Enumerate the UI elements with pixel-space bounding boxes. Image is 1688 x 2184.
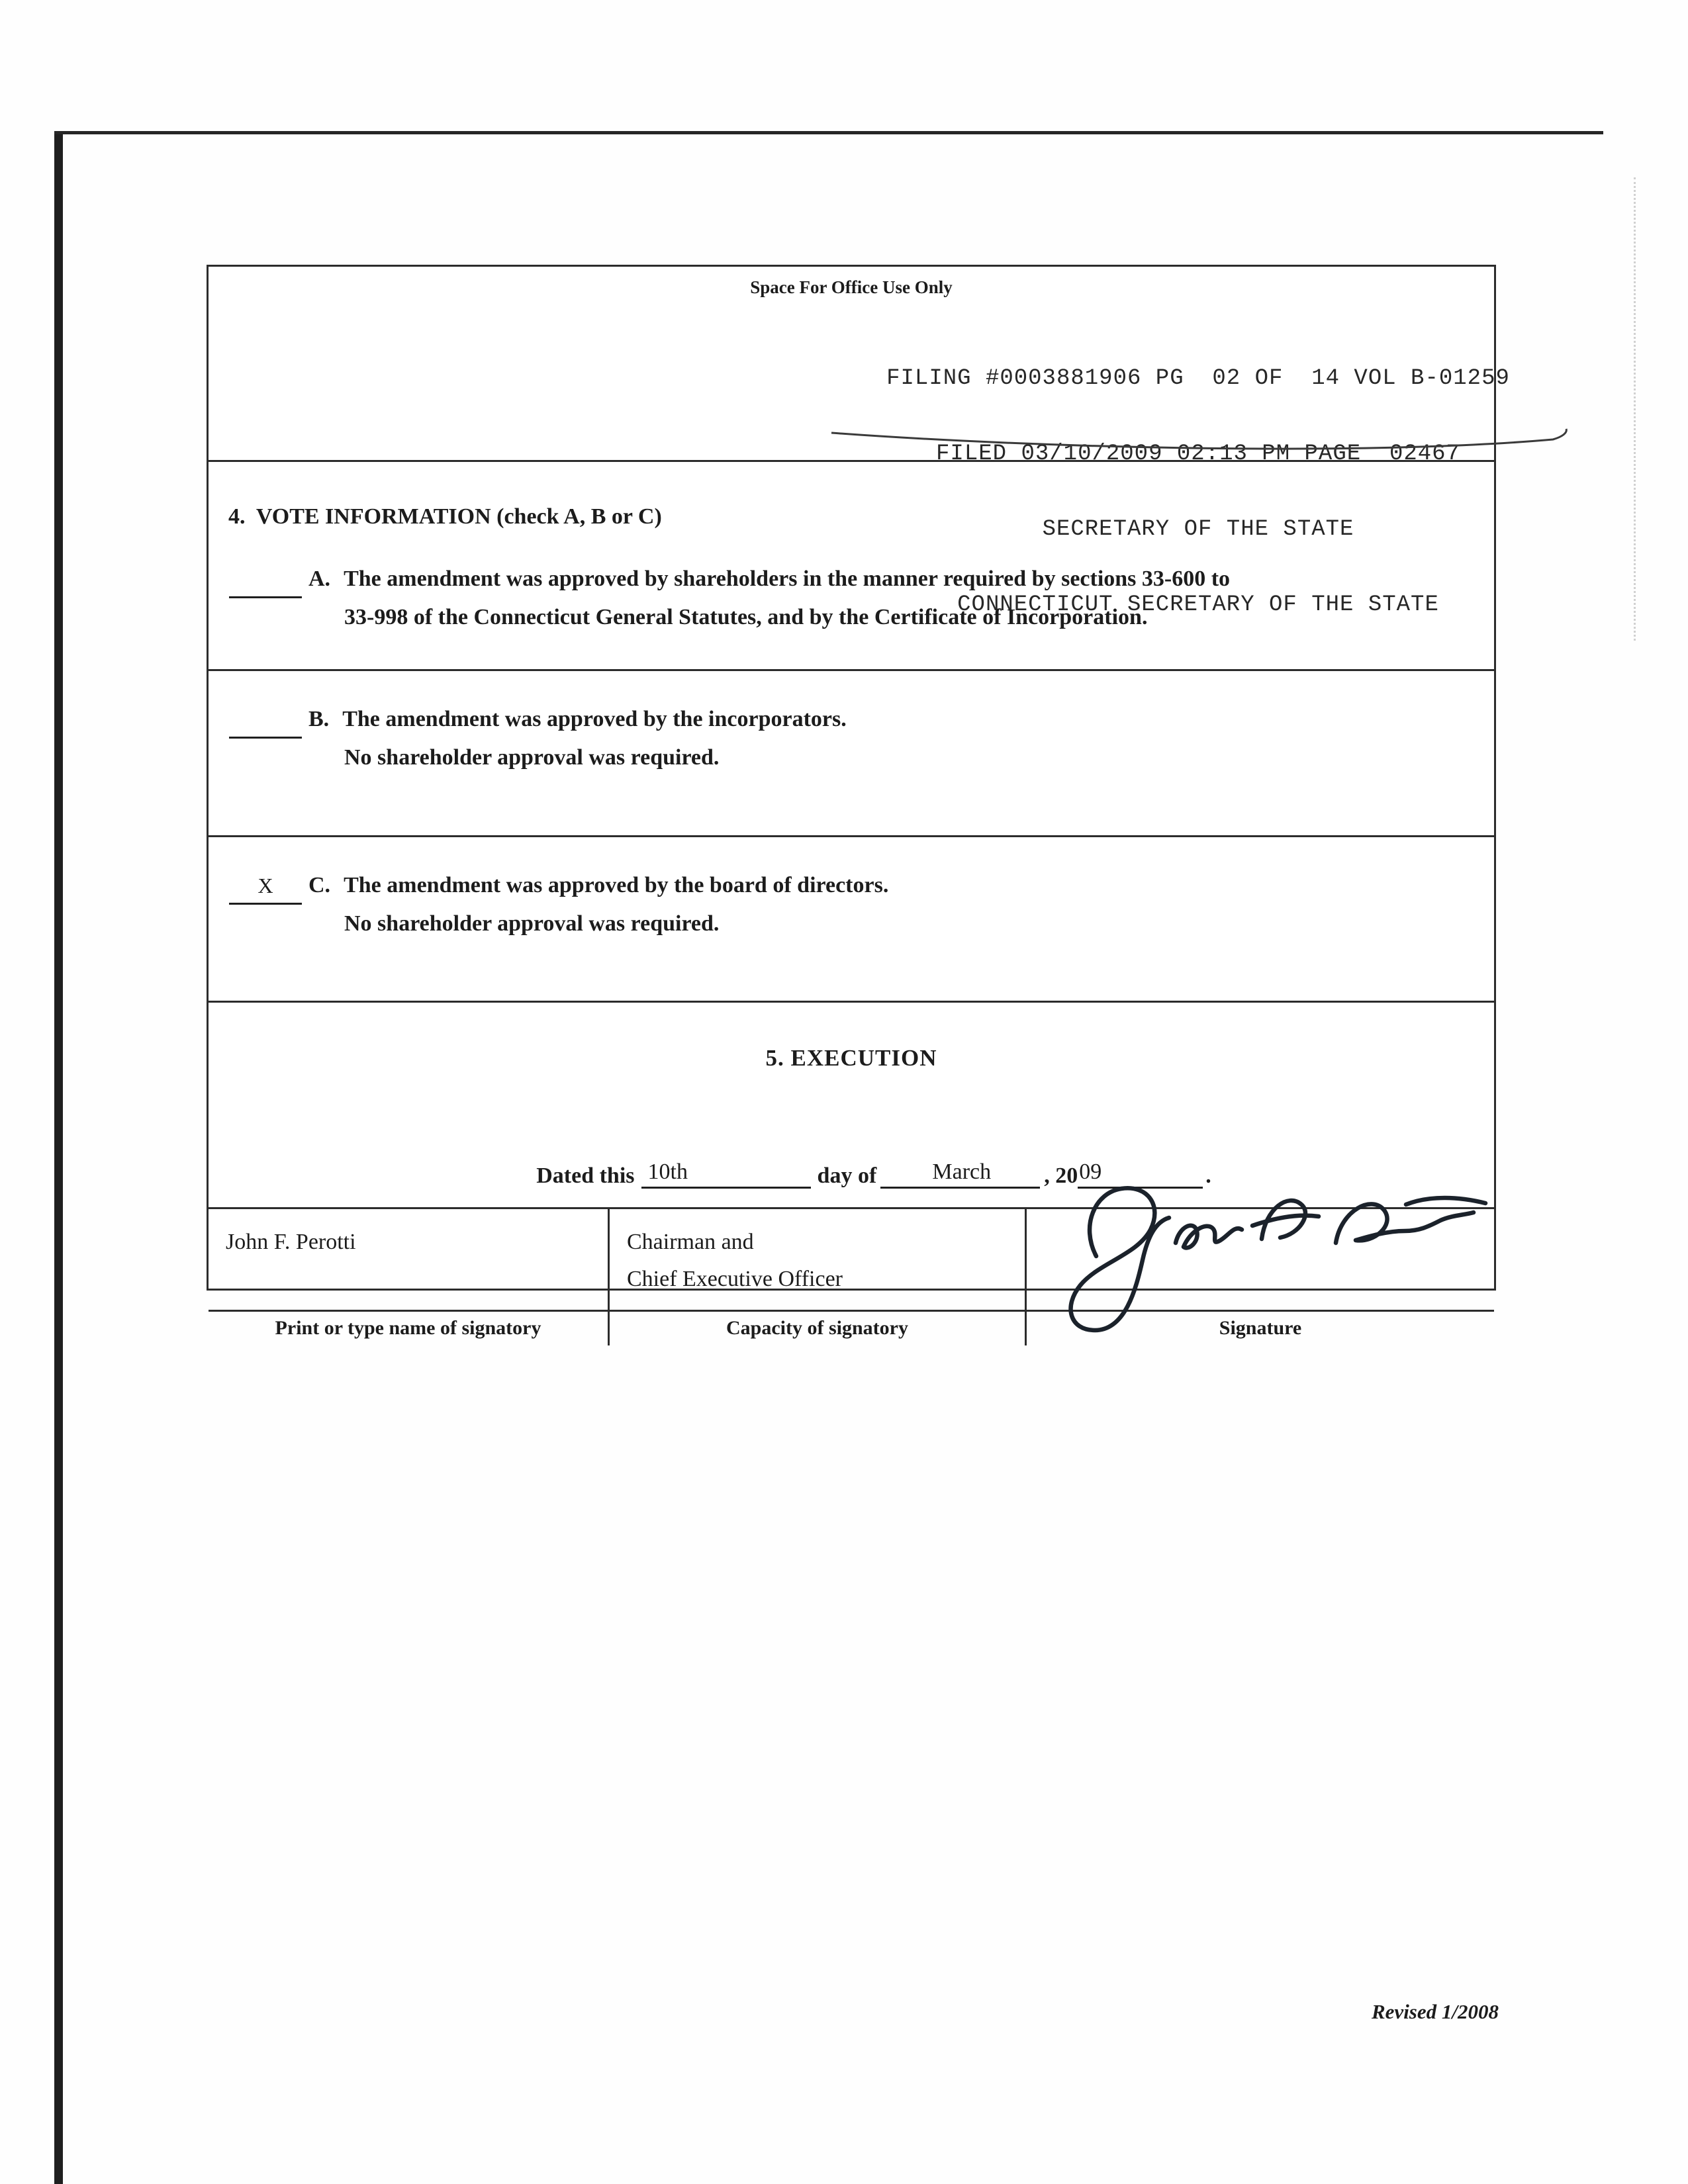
vote-option-c	[209, 866, 1494, 1003]
name-label: Print or type name of signatory	[209, 1310, 610, 1345]
signatory-name: John F. Perotti	[226, 1230, 356, 1254]
office-use-header: Space For Office Use Only	[750, 277, 953, 297]
stamp-line-filed: FILED 03/10/2009 02:13 PM PAGE 02467	[936, 441, 1460, 467]
scan-edge-top	[54, 131, 1603, 134]
month-field: March	[880, 1158, 1040, 1189]
dated-middle: day of	[817, 1163, 877, 1188]
vote-option-c-line1	[229, 866, 1494, 905]
stamp-line-connecticut: CONNECTICUT SECRETARY OF THE STATE	[957, 592, 1439, 617]
year-prefix: , 20	[1044, 1163, 1078, 1188]
vote-option-b	[209, 700, 1494, 837]
option-c-letter: C.	[308, 873, 331, 897]
vote-option-a-line2: 33-998 of the Connecticut General Statutes, and by the Certificate of Incorporation.	[344, 605, 1148, 629]
year-field: 09	[1078, 1158, 1129, 1189]
option-b-checkline	[229, 710, 302, 739]
dated-suffix: .	[1205, 1163, 1211, 1188]
option-b-letter: B.	[308, 707, 330, 731]
execution-title: 5. EXECUTION	[765, 1045, 937, 1071]
option-b-text: The amendment was approved by the incorporators.	[342, 707, 847, 731]
signature-label: Signature	[1027, 1310, 1494, 1345]
option-c-text: The amendment was approved by the board of directors.	[344, 873, 889, 897]
scan-artifact-right	[1634, 177, 1636, 641]
capacity-line1: Chairman and	[627, 1230, 754, 1254]
option-c-mark: X	[258, 874, 273, 897]
signature-image	[1019, 1125, 1523, 1343]
capacity-label: Capacity of signatory	[610, 1310, 1027, 1345]
stamp-underline-curve	[827, 425, 1575, 459]
signatory-name-cell	[209, 1209, 610, 1310]
option-a-checkline	[229, 570, 302, 598]
scan-edge-left	[54, 131, 63, 2184]
option-a-text: The amendment was approved by shareholders in the manner required by sections 33-600 to	[344, 567, 1231, 591]
stamp-line-filing: FILING #0003881906 PG 02 OF 14 VOL B-01259	[886, 366, 1510, 391]
vote-option-a-line1	[229, 560, 1494, 598]
day-field: 10th	[641, 1158, 811, 1189]
revision-note: Revised 1/2008	[1372, 2000, 1499, 2023]
stamp-line-secretary: SECRETARY OF THE STATE	[1042, 517, 1354, 542]
vote-information-section	[209, 462, 1494, 671]
vote-option-b-line1	[229, 700, 1494, 739]
capacity-line2: Chief Executive Officer	[627, 1267, 843, 1291]
capacity-cell	[610, 1209, 1027, 1310]
option-a-letter: A.	[308, 567, 331, 591]
vote-option-b-line2: No shareholder approval was required.	[344, 745, 720, 770]
vote-information-title: 4. VOTE INFORMATION (check A, B or C)	[228, 504, 662, 529]
dated-prefix: Dated this	[536, 1163, 635, 1188]
option-c-checkline	[229, 876, 302, 905]
vote-option-a	[209, 560, 1494, 637]
vote-option-c-line2: No shareholder approval was required.	[344, 911, 720, 936]
